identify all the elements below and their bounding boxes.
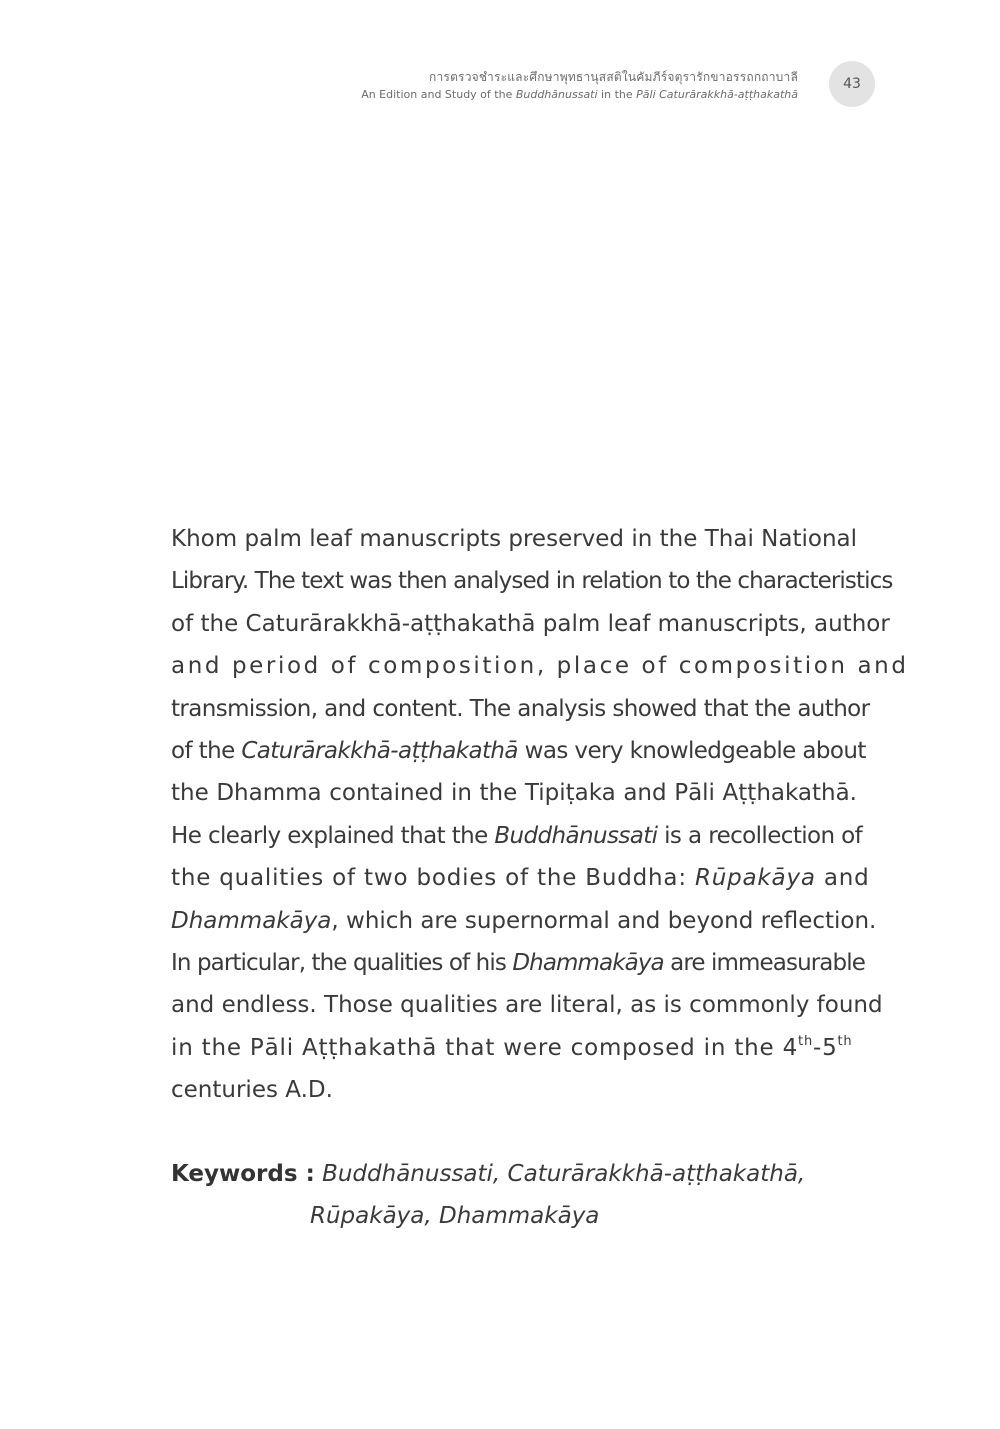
body-line-6-italic: Caturārakkhā-aṭṭhakathā [241,737,518,764]
page-number: 43 [829,61,875,107]
body-line-13-sup-1: th [798,1033,813,1049]
body-line-5: transmission, and content. The analysis showed that the author [171,695,870,722]
body-line-8-b: is a recollection of [657,822,863,849]
body-line-11-a: In particular, the qualities of his [171,949,513,976]
keywords-label: Keywords : [171,1161,315,1187]
header-english-italic-1: Buddhānussati [515,88,598,101]
keywords-block [171,1153,871,1237]
body-line-8-a: He clearly explained that the [171,822,495,849]
body-line-6 [171,730,866,772]
body-line-9 [171,857,870,899]
body-line-13-a: in the Pāli Aṭṭhakathā that were composed in the 4 [171,1034,799,1061]
body-line-2: Library. The text was then analysed in relation to the characteristics [171,568,893,595]
body-line-10 [171,900,877,942]
body-line-4: and period of composition, place of composition and [171,653,909,680]
body-line-6-a: of the [171,737,242,764]
body-line-13 [171,1027,857,1069]
body-line-8 [171,815,863,857]
body-line-13-mid: -5 [812,1034,838,1061]
body-line-10-b: , which are supernormal and beyond reflection. [331,907,877,934]
body-line-10-italic: Dhammakāya [171,907,332,934]
body-line-1: Khom palm leaf manuscripts preserved in the Thai National [171,526,857,552]
body-line-9-italic: Rūpakāya [694,865,816,892]
body-line-8-italic: Buddhānussati [494,822,658,849]
keywords-values-2: Rūpakāya, Dhammakāya [310,1203,600,1229]
body-line-7: the Dhamma contained in the Tipiṭaka and Pāli Aṭṭhakathā. [171,780,857,807]
header-english-mid: in the [597,88,637,101]
body-line-14: centuries A.D. [171,1077,333,1104]
header-thai-title: การตรวจชำระและศึกษาพุทธานุสสติในคัมภีร์จตุรารักขาอรรถกถาบาลี [429,70,798,84]
header-english-title [361,86,798,104]
body-line-9-b: and [815,865,870,892]
body-line-11-italic: Dhammakāya [512,949,664,976]
body-line-3: of the Caturārakkhā-aṭṭhakathā palm leaf manuscripts, author [171,610,890,637]
body-line-13-sup-2: th [837,1033,853,1049]
header-english-prefix: An Edition and Study of the [361,88,516,101]
header-english-italic-2: Pāli Caturārakkhā-aṭṭhakathā [636,88,798,101]
body-line-11 [171,942,865,984]
body-line-6-b: was very knowledgeable about [517,737,866,764]
running-header [361,68,798,104]
body-line-9-a: the qualities of two bodies of the Buddha: [171,865,695,892]
keywords-values-1: Buddhānussati, Caturārakkhā-aṭṭhakathā, [322,1161,806,1187]
abstract-body [171,518,909,1111]
body-line-11-b: are immeasurable [663,949,865,976]
body-line-12: and endless. Those qualities are literal, as is commonly found [171,992,883,1019]
keywords-line-1 [171,1153,871,1195]
